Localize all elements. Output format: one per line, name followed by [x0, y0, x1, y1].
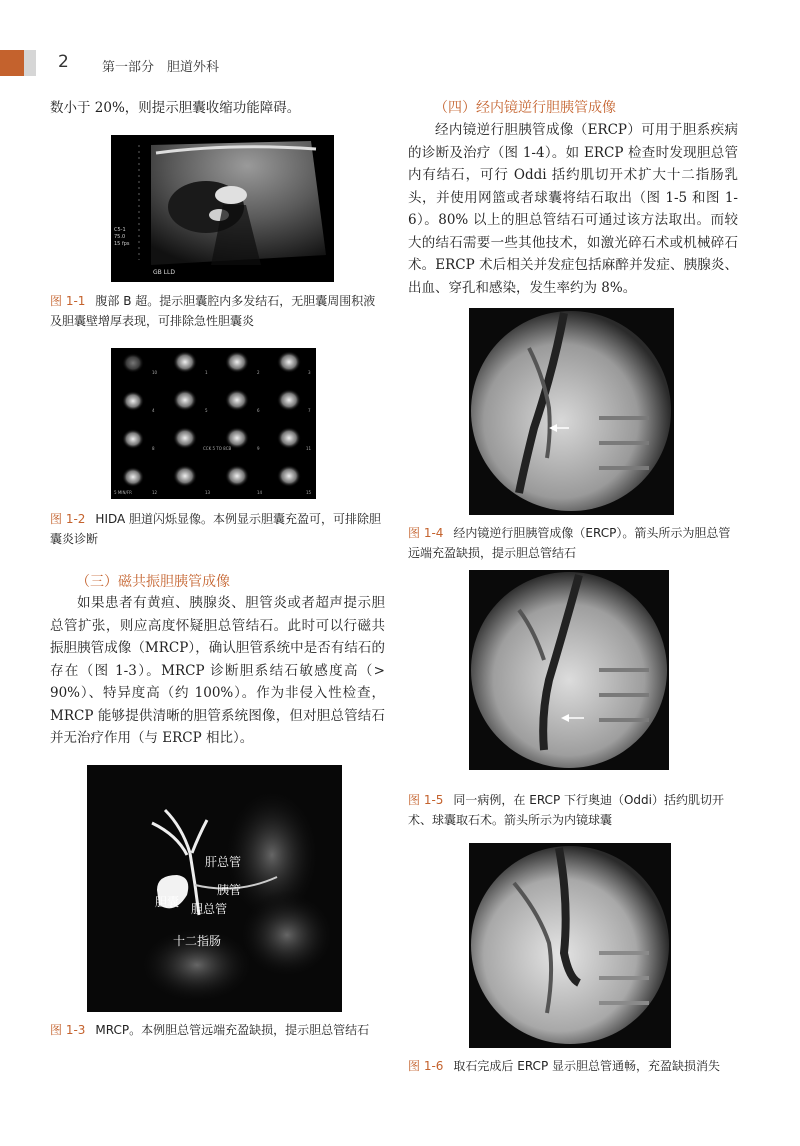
hida-cell-label: 7: [308, 408, 311, 413]
hida-cell-label: 5: [205, 408, 208, 413]
figure-1-1-text: 腹部 B 超。提示胆囊腔内多发结石，无胆囊周围积液及胆囊壁增厚表现，可排除急性胆囊炎: [50, 294, 376, 328]
page-number: 2: [58, 52, 69, 72]
hida-cell-label: 1: [205, 370, 208, 375]
hida-cell-label: 13: [205, 490, 211, 495]
figure-1-3-text: MRCP。本例胆总管远端充盈缺损，提示胆总管结石: [95, 1023, 370, 1037]
hida-cell-label: 3: [308, 370, 311, 375]
section-3-heading: （三）磁共振胆胰管成像: [76, 574, 230, 590]
figure-1-6-number: 图 1-6: [408, 1059, 444, 1073]
part-title: 第一部分 胆道外科: [102, 60, 220, 75]
label-hepatic-duct: 肝总管: [205, 855, 242, 869]
intro-paragraph: 数小于 20%，则提示胆囊收缩功能障碍。: [50, 100, 301, 116]
figure-1-2-number: 图 1-2: [50, 512, 86, 526]
hida-cell-label: 12: [152, 490, 158, 495]
figure-1-4-caption: [408, 523, 738, 563]
ercp-image-1: [469, 308, 674, 515]
label-pancreatic-duct: 胰管: [217, 883, 242, 897]
hida-cell-label: 8: [152, 446, 155, 451]
hida-corner-label: 5 MIN/FR: [114, 490, 132, 495]
label-gallbladder: 胆囊: [155, 895, 180, 909]
hida-cell-label: 14: [257, 490, 263, 495]
ultrasound-probe-label: C5-1: [114, 227, 126, 233]
label-common-bile-duct: 胆总管: [191, 902, 228, 916]
hida-cell-label: 4: [152, 408, 155, 413]
figure-1-3-number: 图 1-3: [50, 1023, 86, 1037]
header-grey-bar: [24, 50, 36, 76]
section-3-paragraph: 如果患者有黄疸、胰腺炎、胆管炎或者超声提示胆总管扩张，则应高度怀疑胆总管结石。此时可以行磁共振胆胰管成像（MRCP），确认胆管系统中是否有结石的存在（图 1-3）。MRCP 诊断胆系结石敏感度高（> 90%）、特异度高（约 100%）。作为非侵入性检查，MRCP 能够提供清晰的胆管系统图像，但对胆总管结石并无治疗作用（与 ERCP 相比）。: [50, 595, 385, 746]
figure-1-1-caption: [50, 291, 385, 331]
figure-1-6-text: 取石完成后 ERCP 显示胆总管通畅，充盈缺损消失: [453, 1059, 720, 1073]
hida-cell-label: 6: [257, 408, 260, 413]
ercp-image-3: [469, 843, 671, 1048]
figure-1-1-number: 图 1-1: [50, 294, 86, 308]
hida-cell-label: 10: [152, 370, 158, 375]
header-accent-bar: [0, 50, 24, 76]
label-duodenum: 十二指肠: [173, 934, 222, 948]
hida-cell-label: 11: [306, 446, 312, 451]
section-4-heading: （四）经内镜逆行胆胰管成像: [434, 100, 616, 116]
hida-cell-label: 9: [257, 446, 260, 451]
hida-cell-label: 15: [306, 490, 312, 495]
ultrasound-fps-label: 15 fps: [114, 241, 130, 247]
figure-1-2-caption: [50, 509, 385, 549]
mrcp-image: [87, 765, 342, 1012]
ultrasound-image: [111, 135, 334, 282]
figure-1-5-text: 同一病例，在 ERCP 下行奥迪（Oddi）括约肌切开术、球囊取石术。箭头所示为内镜球囊: [408, 793, 725, 827]
ultrasound-depth-label: 75.0: [114, 234, 126, 240]
figure-1-5-number: 图 1-5: [408, 793, 444, 807]
figure-1-3-caption: [50, 1020, 385, 1040]
figure-1-4-number: 图 1-4: [408, 526, 444, 540]
ultrasound-gb-label: GB LLD: [153, 269, 175, 276]
figure-1-6-caption: [408, 1056, 748, 1076]
hida-mid-label: CCK 5 TO 8CB: [203, 446, 232, 451]
figure-1-2-text: HIDA 胆道闪烁显像。本例显示胆囊充盈可，可排除胆囊炎诊断: [50, 512, 382, 546]
hida-scan-image: [111, 348, 316, 499]
section-4-paragraph: 经内镜逆行胆胰管成像（ERCP）可用于胆系疾病的诊断及治疗（图 1-4）。如 ERCP 检查时发现胆总管内有结石，可行 Oddi 括约肌切开术扩大十二指肠乳头，并使用网篮或者球囊将结石取出（图 1-5 和图 1-6）。80% 以上的胆总管结石可通过该方法取出。而较大的结石需要一些其他技术，如激光碎石术或机械碎石术。ERCP 术后相关并发症包括麻醉并发症、胰腺炎、出血、穿孔和感染，发生率约为 8%。: [408, 122, 738, 296]
hida-cell-label: 2: [257, 370, 260, 375]
figure-1-4-text: 经内镜逆行胆胰管成像（ERCP）。箭头所示为胆总管远端充盈缺损，提示胆总管结石: [408, 526, 731, 560]
ercp-image-2: [469, 570, 669, 770]
figure-1-5-caption: [408, 790, 738, 830]
